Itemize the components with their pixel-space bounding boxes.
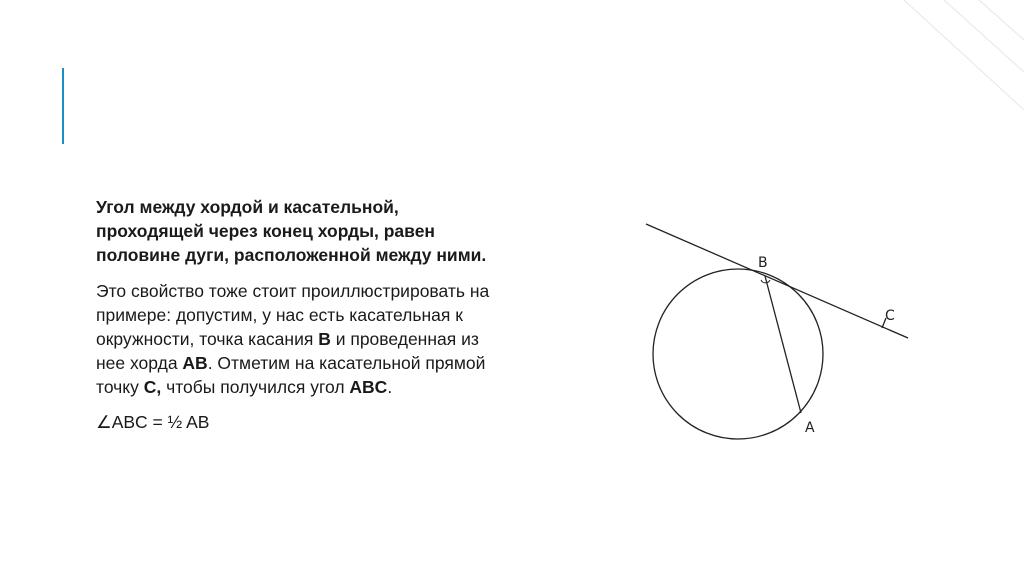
label-c: C (885, 308, 895, 324)
text-block (96, 195, 586, 434)
heading-line: Угол между хордой и касательной, (96, 197, 399, 217)
body-text: окружности, точка касания (96, 329, 319, 349)
geometry-figure (630, 210, 930, 460)
body-text: . (387, 377, 393, 397)
body-text: нее хорда (96, 353, 183, 373)
angle-formula: ∠ABC = ½ AB (96, 412, 210, 432)
body-line (96, 351, 586, 375)
body-line: Это свойство тоже стоит проиллюстрировать на (96, 281, 490, 301)
corner-decoration (844, 0, 1024, 110)
label-a: A (805, 420, 815, 436)
body-paragraph (96, 279, 586, 399)
body-line (96, 327, 586, 351)
chord-ab (765, 276, 801, 413)
point-c-ref: C, (143, 377, 162, 397)
point-b-ref: B (318, 329, 331, 349)
angle-abc-ref: ABC (349, 377, 388, 397)
body-text: и проведенная из (330, 329, 479, 349)
chord-ab-ref: AB (182, 353, 208, 373)
corner-line (979, 0, 1024, 40)
body-text: чтобы получился угол (161, 377, 350, 397)
body-text: точку (96, 377, 144, 397)
heading-line: проходящей через конец хорды, равен (96, 221, 435, 241)
corner-line (904, 0, 1024, 110)
body-line: примере: допустим, у нас есть касательная к (96, 305, 463, 325)
circle (653, 269, 823, 439)
slide-heading (96, 195, 586, 267)
heading-line: половине дуги, расположенной между ними. (96, 245, 487, 265)
corner-line (944, 0, 1024, 72)
accent-bar (62, 68, 64, 144)
body-line (96, 375, 586, 399)
label-b: B (758, 255, 768, 271)
body-text: . Отметим на касательной прямой (207, 353, 486, 373)
